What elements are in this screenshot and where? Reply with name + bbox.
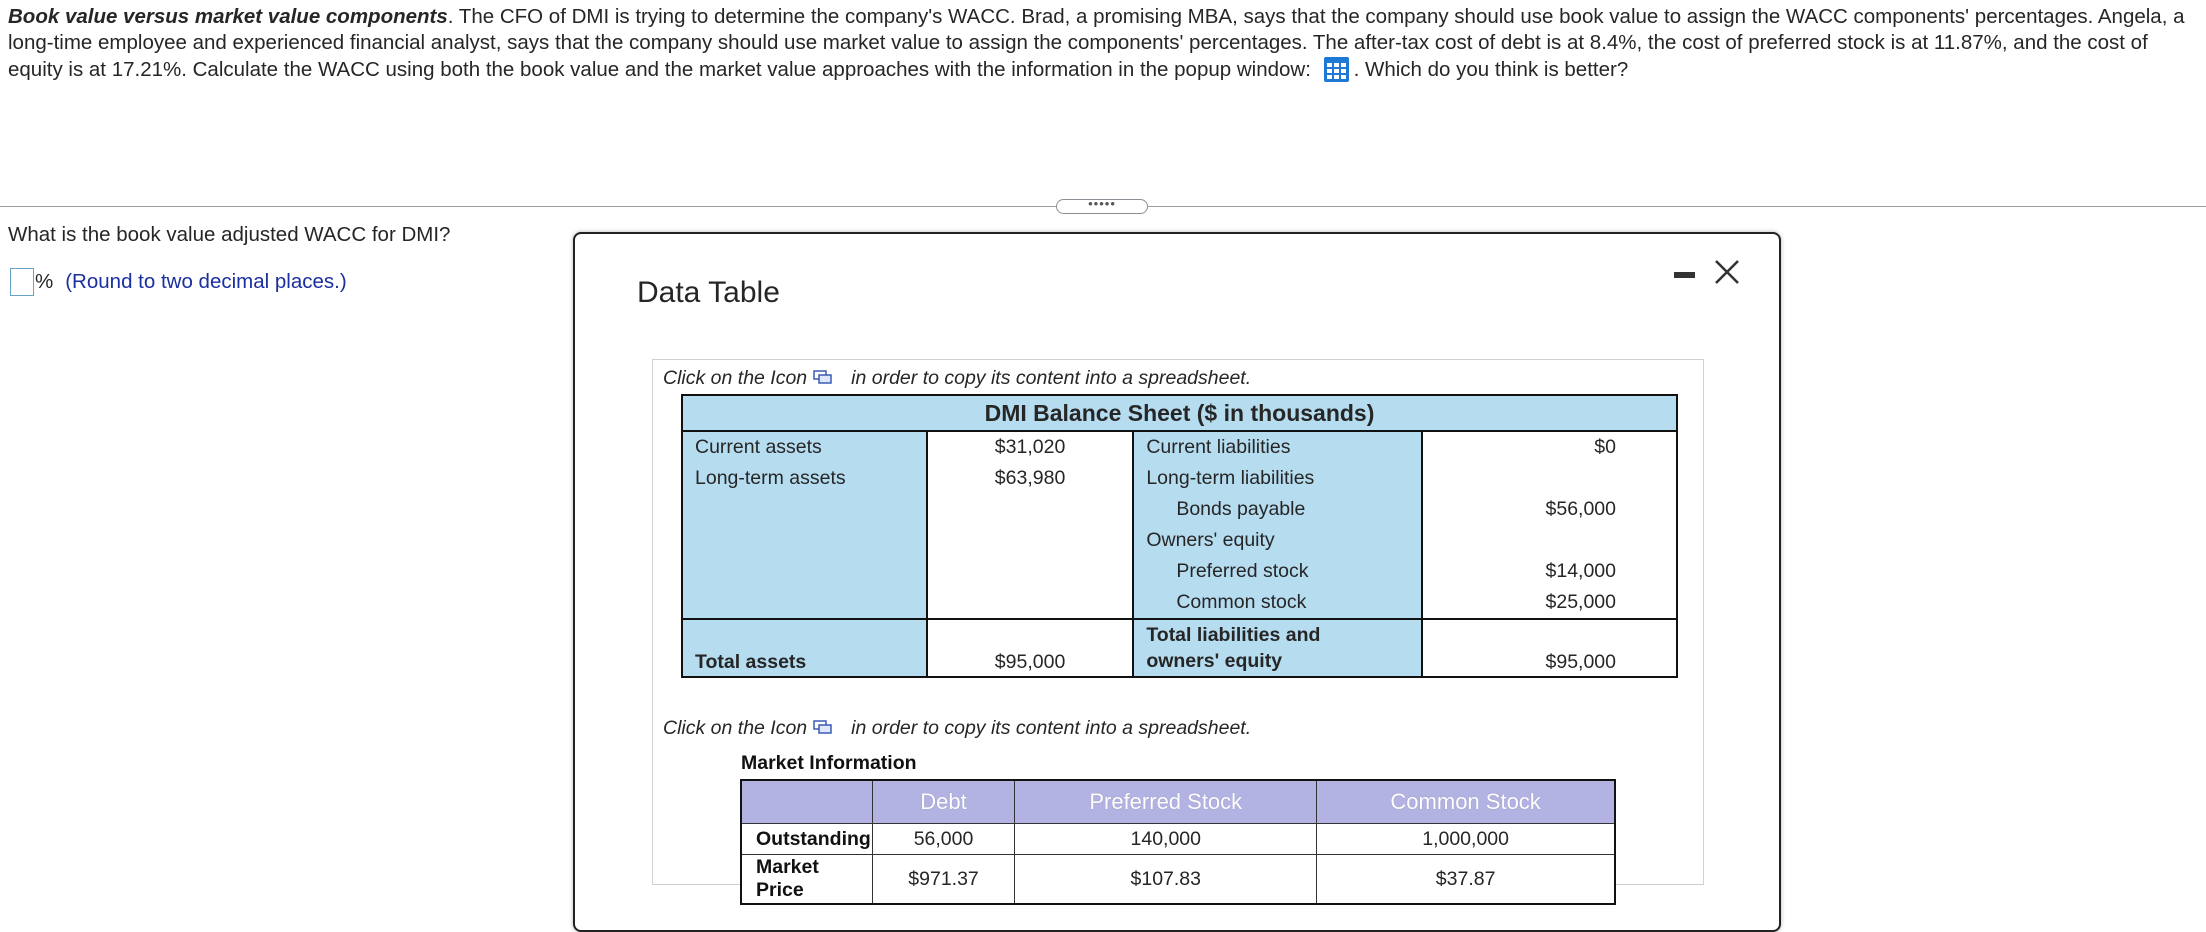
- total-liabilities-value: $95,000: [1422, 619, 1677, 677]
- balance-sheet-row: [682, 587, 1677, 619]
- rounding-hint: (Round to two decimal places.): [65, 270, 347, 293]
- asset-label: Current assets: [682, 431, 927, 463]
- liability-value: $25,000: [1422, 587, 1677, 619]
- copy-note-text: Click on the Icon: [663, 717, 808, 739]
- asset-value: [927, 525, 1134, 556]
- problem-statement: [8, 4, 2198, 83]
- market-value-cell: $971.37: [872, 855, 1014, 905]
- liability-label: Long-term liabilities: [1133, 463, 1422, 494]
- market-header-cell: [741, 780, 872, 824]
- asset-label: [682, 556, 927, 587]
- liability-label: Common stock: [1133, 587, 1422, 619]
- copy-note-market: [663, 717, 1251, 740]
- asset-value: [927, 587, 1134, 619]
- market-value-cell: 140,000: [1015, 824, 1317, 855]
- percent-sign: %: [35, 270, 54, 293]
- balance-sheet-row: [682, 556, 1677, 587]
- total-assets-value: $95,000: [927, 619, 1134, 677]
- copy-note-text: in order to copy its content into a spreadsheet.: [851, 717, 1252, 739]
- liability-value: $14,000: [1422, 556, 1677, 587]
- total-liabilities-label-line2: owners' equity: [1146, 650, 1283, 672]
- market-info-table: [740, 779, 1616, 905]
- table-grid-icon[interactable]: [1323, 56, 1350, 83]
- asset-value: $31,020: [927, 431, 1134, 463]
- minimize-icon[interactable]: [1674, 272, 1695, 278]
- liability-value: $0: [1422, 431, 1677, 463]
- market-value-cell: $107.83: [1015, 855, 1317, 905]
- pane-resize-handle[interactable]: •••••: [1056, 199, 1148, 214]
- balance-sheet-row: [682, 525, 1677, 556]
- asset-value: [927, 556, 1134, 587]
- problem-text: . The CFO of DMI is trying to determine the company's WACC. Brad, a promising MBA, says that the company should use book value to assign the WACC components' percentages. Angela, a long-time employee and experienced financial analyst, says that the company should use market value to assign the components' percentages. The after-tax cost of debt is at 8.4%, the cost of preferred stock is at 11.87%, and the cost of equity is at 17.21%. Calculate the WACC using both the book value and the market value approaches with the information in the popup window:: [8, 5, 2185, 81]
- liability-label: Bonds payable: [1133, 494, 1422, 525]
- asset-value: $63,980: [927, 463, 1134, 494]
- liability-label: Owners' equity: [1133, 525, 1422, 556]
- market-row-label: Market Price: [741, 855, 872, 905]
- balance-sheet-title: DMI Balance Sheet ($ in thousands): [682, 395, 1677, 431]
- data-table-frame: [652, 359, 1704, 901]
- balance-sheet-row: [682, 494, 1677, 525]
- liability-value: $56,000: [1422, 494, 1677, 525]
- total-liabilities-label-line1: Total liabilities and: [1146, 624, 1321, 646]
- market-header-cell: Common Stock: [1317, 780, 1615, 824]
- balance-sheet-row: [682, 463, 1677, 494]
- market-row: [741, 824, 1615, 855]
- asset-label: [682, 525, 927, 556]
- balance-sheet-total-row: [682, 619, 1677, 677]
- copy-note-text: in order to copy its content into a spreadsheet.: [851, 367, 1252, 389]
- close-icon[interactable]: [1711, 256, 1743, 288]
- market-value-cell: 1,000,000: [1317, 824, 1615, 855]
- liability-value: [1422, 463, 1677, 494]
- problem-lead: Book value versus market value components: [8, 5, 448, 28]
- data-table-popup: [573, 232, 1781, 932]
- asset-label: Long-term assets: [682, 463, 927, 494]
- copy-icon[interactable]: [813, 720, 833, 735]
- liability-label: Current liabilities: [1133, 431, 1422, 463]
- liability-value: [1422, 525, 1677, 556]
- market-header-cell: Preferred Stock: [1015, 780, 1317, 824]
- answer-row: [10, 268, 347, 296]
- asset-label: [682, 494, 927, 525]
- total-assets-label: Total assets: [682, 619, 927, 677]
- market-value-cell: $37.87: [1317, 855, 1615, 905]
- copy-note-balance: [663, 367, 1251, 390]
- market-header-cell: Debt: [872, 780, 1014, 824]
- copy-icon[interactable]: [813, 370, 833, 385]
- problem-tail: . Which do you think is better?: [1353, 58, 1629, 81]
- popup-title: Data Table: [637, 276, 780, 309]
- asset-value: [927, 494, 1134, 525]
- balance-sheet-table: [681, 394, 1678, 678]
- question-text: What is the book value adjusted WACC for DMI?: [8, 223, 451, 246]
- total-liabilities-label: [1133, 619, 1422, 677]
- market-row: [741, 855, 1615, 905]
- market-info-label: Market Information: [741, 752, 917, 774]
- copy-note-text: Click on the Icon: [663, 367, 808, 389]
- balance-sheet-row: [682, 431, 1677, 463]
- answer-input[interactable]: [10, 268, 34, 296]
- market-value-cell: 56,000: [872, 824, 1014, 855]
- liability-label: Preferred stock: [1133, 556, 1422, 587]
- market-row-label: Outstanding: [741, 824, 872, 855]
- asset-label: [682, 587, 927, 619]
